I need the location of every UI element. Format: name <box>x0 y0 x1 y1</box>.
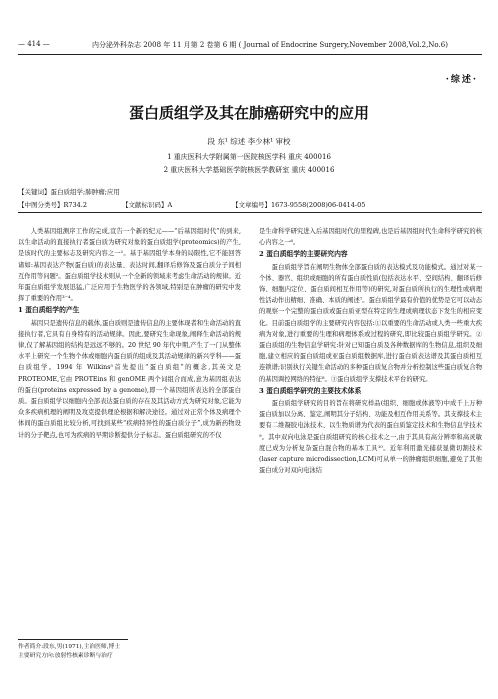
page-number: — 414 — <box>18 40 50 48</box>
authors: 段 东¹ 综述 李少林¹ 审校 <box>207 137 291 146</box>
affiliation-1: 1 重庆医科大学附属第一医院核医学科 重庆 400016 <box>167 153 331 161</box>
continued-paragraph: 是生命科学研究进入后基因组时代的里程碑,也是后基因组时代生命科学研究的核心内容之一⁶。 <box>259 228 482 247</box>
footnote-rule <box>18 639 128 640</box>
classification-code: 【中图分类号】R734.2 <box>18 201 88 209</box>
section-heading-3: 3 蛋白质组学研究的主要技术体系 <box>259 386 362 395</box>
keywords: 【关键词】蛋白质组学;肺肿瘤;应用 <box>18 188 120 196</box>
body-paragraph: 蛋白质组学旨在阐明生物体全部蛋白质的表达模式及功能模式。通过对某一个体、器官、组织或细胞的所有蛋白质性质(包括表达水平、空间结构、翻译后修饰、细胞内定位、蛋白质间相互作用等)的研究,对蛋白质所执行的生理性或病理性活动作出精细、准确、本质的阐述⁷。蛋白质组学最有价值的优势是它可以动态的观察一个完整的蛋白质或蛋白质亚型在特定的生理或病理状态下发生的相应变化。目前蛋白质组学的主要研究内容包括:①以重要的生命活动或人类一些重大疾病为对象,进行重要的生理和病理体系或过程的研究,即比较蛋白质组学研究。②蛋白质组的生物信息学研究:针对已知蛋白质及各种数据库的生物信息,组织及细胞,建立相应的蛋白质组或亚蛋白质组数据库,进行蛋白质表达谱及其蛋白质相互连锁谱;识别执行关键生命活动的多种蛋白质复合物并分析控制这些蛋白质复合物的基因调控网络的特征⁸。③蛋白质组学支撑技术平台的研究。 <box>259 263 482 383</box>
document-code: 【文献标识码】A <box>122 201 173 209</box>
left-column <box>18 226 241 441</box>
body-paragraph: 基因只是遗传信息的载体,蛋白质则是遗传信息的主要体现者和生命活动的直接执行者,它具有自身特有的活动规律。因此,要研究生命现象,阐释生命活动的规律,仅了解基因组的结构是远远不够的。20 世纪 90 年代中期,产生了一门从整体水平上研究一个生物个体或细胞内蛋白质的组成及其活动规律的新兴学科——蛋白质组学。1994 年 Wilkins⁵首先提出“蛋白质组”的概念,其英文是 PROTEOME,它由 PROTEins 和 genOME 两个词组合而成,意为基因组表达的蛋白(proteins expressed by a genome),即一个基因组所表达的全部蛋白质。蛋白质组学以细胞内全部表达蛋白质的存在及其活动方式为研究对象,它能为众多疾病机理的阐明及攻克提供理论根据和解决途径。通过对正常个体及病理个体间的蛋白质组比较分析,可找到某些“疾病特异性的蛋白质分子”,成为新药物设计的分子靶点,也可为疾病的早期诊断提供分子标志。蛋白质组研究的不仅 <box>18 319 241 439</box>
right-column <box>259 226 482 476</box>
affiliation-2: 2 重庆医科大学基础医学院核医学教研室 重庆 400016 <box>163 166 335 174</box>
header-rule <box>18 54 482 55</box>
author-footnote: 作者简介:段东,男(1971),主治医师,博士 <box>18 644 121 650</box>
section-heading-2: 2 蛋白质组学的主要研究内容 <box>259 250 348 259</box>
intro-paragraph: 人类基因组测序工作的完成,宣告一个新的纪元——“后基因组时代”的到来,以生命活动的直接执行者蛋白质为研究对象的蛋白质组学(proteomics)的产生,是该时代的主要标志及研究内容之一¹。基于基因组学本身的局限性,它不能回答诸如:基因表达产物(蛋白质)的表达量、表达时间,翻译后修饰及蛋白质分子间相互作用等问题²。蛋白质组学技术则从一个全新的领域来考虑生命活动的规律。近年蛋白质组学发展迅猛,广泛应用于生物医学的各领域,特别是在肿瘤的研究中发挥了重要的作用³⁻⁴。 <box>18 228 241 303</box>
section-tag: ·综述· <box>445 75 478 85</box>
body-paragraph: 蛋白质组学研究的目的旨在将研究样品(组织、细胞或体液等)中成千上万种蛋白质加以分离、鉴定,阐明其分子结构、功能及相互作用关系等。其支撑技术主要有二维凝胶电泳技术、以生物质谱为代表的蛋白质鉴定技术和生物信息学技术⁹。其中双向电泳是蛋白质组研究的核心技术之一,由于其具有高分辨率和高灵敏度已成为分析复杂蛋白混合物的基本工具¹⁰。近年利用激光捕获显微切割技术(laser capture microdissection,LCM)可从单一的肿瘤组织细胞,避免了其他蛋白成分对双向电泳结 <box>259 400 482 475</box>
journal-citation: 内分泌外科杂志 2008 年 11 月第 2 卷第 6 期 ( Journal of Endocrine Surgery,November 2008,Vol.2,No.6) <box>92 41 448 49</box>
research-direction-footnote: 主要研究方向:放射性核素诊断与治疗 <box>18 653 113 659</box>
meta-divider <box>18 212 482 213</box>
section-heading-1: 1 蛋白质组学的产生 <box>18 306 80 315</box>
article-title: 蛋白质组学及其在肺癌研究中的应用 <box>128 104 369 122</box>
running-header <box>18 40 482 56</box>
article-id: 【文章编号】1673-9558(2008)06-0414-05 <box>232 201 366 209</box>
